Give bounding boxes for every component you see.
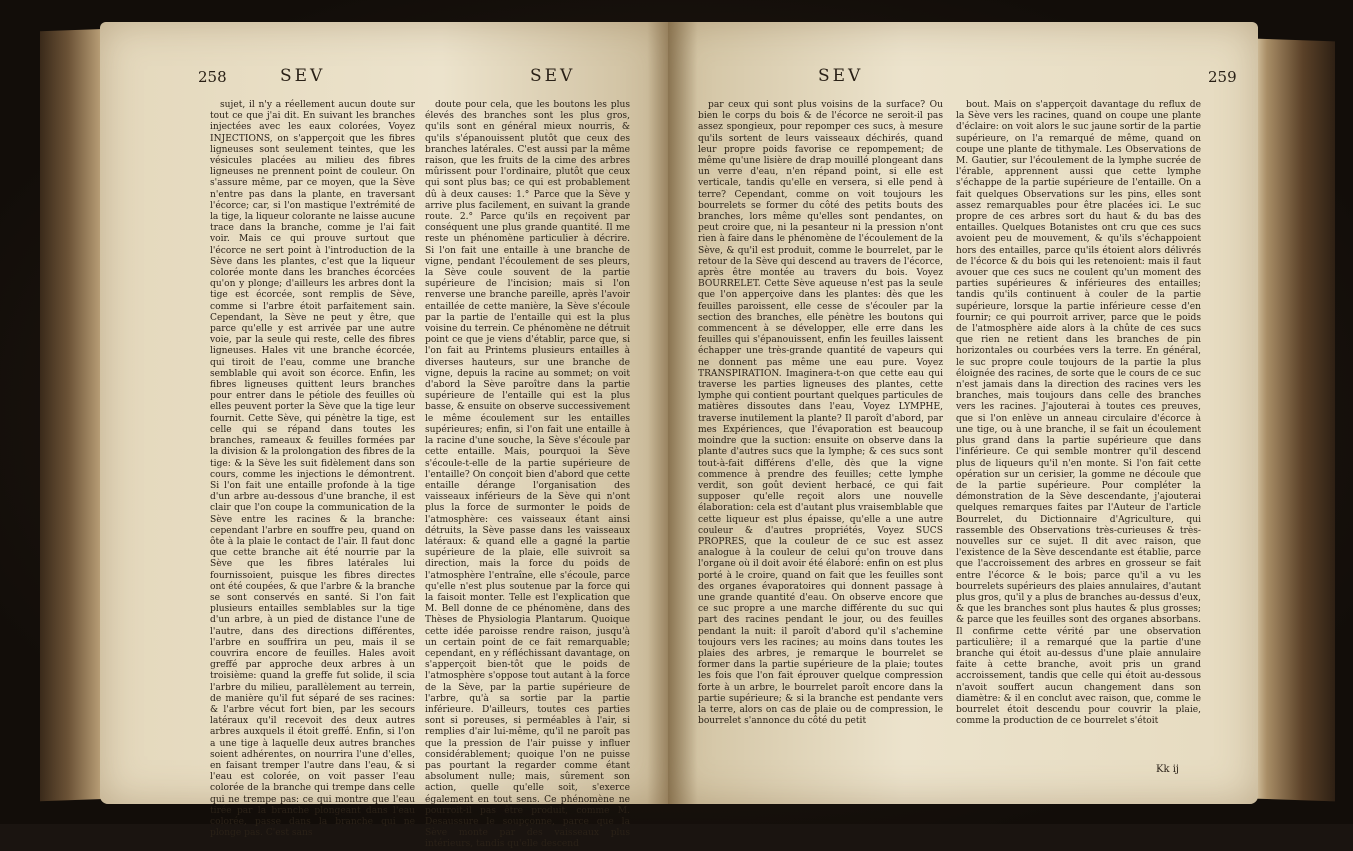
- text-column-left-2: [425, 100, 631, 850]
- right-page: [668, 22, 1258, 804]
- running-head-right: SEV: [818, 66, 864, 86]
- paragraph: sujet, il n'y a réellement aucun doute sur tout ce que j'ai dit. En suivant les branches injectées avec les eaux colorées, Voyez INJECTIONS, on s'apperçoit que les fibres ligneuses sont seulement teintes, que les vésicules placées au milieu des fibres ligneuses ne prennent point de couleur. On s'assure même, par ce moyen, que la Sève n'entre pas dans la plante, en traversant l'écorce; car, si l'on mastique l'extrémité de la tige, la liqueur colorante ne laisse aucune trace dans la branche, comme je l'ai fait voir. Mais ce qui prouve surtout que l'écorce ne sert point à l'introduction de la Sève dans les plantes, c'est que la liqueur colorée monte dans les branches écorcées qu'on y plonge; d'ailleurs les arbres dont la tige est écorcée, sont remplis de Sève, comme si l'arbre étoit parfaitement sain. Cependant, la Sève ne peut y être, que parce qu'elle y est arrivée par une autre voie, par la seule qui reste, celle des fibres ligneuses. Hales vit une branche écorcée, qui tiroit de l'eau, comme une branche semblable qui avoit son écorce. Enfin, les fibres ligneuses quittent leurs branches pour entrer dans le pétiole des feuilles où elles peuvent porter la Sève que la tige leur fournit. Cette Sève, qui pénètre la tige, est celle qui se répand dans toutes les branches, rameaux & feuilles formées par la division & la prolongation des fibres de la tige: & la Sève les suit fidèlement dans son cours, comme les injections le démontrent. Si l'on fait une entaille profonde à la tige d'un arbre au-dessous d'une branche, il est clair que l'on coupe la communication de la Sève entre les racines & la branche: cependant l'arbre en souffre peu, quand on ôte à la plaie le contact de l'air. Il faut donc que cette branche ait été nourrie par la Sève que les fibres latérales lui fournissoient, puisque les fibres directes ont été coupées, & que l'arbre & la branche se sont conservés en santé. Si l'on fait plusieurs entailles semblables sur la tige d'un arbre, à un pied de distance l'une de l'autre, dans des directions différentes, l'arbre en souffrira un peu, mais il se couvrira encore de feuilles. Hales avoit greffé par approche deux arbres à un troisième: quand la greffe fut solide, il scia l'arbre du milieu, parallèlement au terrein, de manière qu'il fut séparé de ses racines: & l'arbre vécut fort bien, par les secours latéraux qu'il recevoit des deux autres arbres auxquels il étoit greffé. Enfin, si l'on a une tige à laquelle deux autres branches soient adhérentes, on nourrira l'une d'elles, en faisant tremper l'autre dans l'eau, & si l'eau est colorée, on voit passer l'eau colorée de la branche qui trempe dans celle qui ne trempe pas: ce qui montre que l'eau tirée par la branche plongeant dans l'eau colorée, passe dans la branche qui ne plonge pas. C'est sans: [210, 100, 415, 839]
- paragraph: doute pour cela, que les boutons les plus élevés des branches sont les plus gros, qu'ils sont en général mieux nourris, & qu'ils s'épanouissent plutôt que ceux des branches latérales. C'est aussi par la même raison, que les fruits de la cime des arbres mûrissent pour l'ordinaire, plutôt que ceux qui sont plus bas; ce qui est probablement dû à deux causes: 1.° Parce que la Sève y arrive plus facilement, en suivant la grande route. 2.° Parce qu'ils en reçoivent par conséquent une plus grande quantité. Il me reste un phénomène particulier à décrire. Si l'on fait une entaille à une branche de vigne, pendant l'écoulement de ses pleurs, la Sève coule souvent de la partie supérieure de l'incision; mais si l'on renverse une branche pareille, après l'avoir entaillée de cette manière, la Sève s'écoule par la partie de l'entaille qui est la plus voisine du terrein. Ce phénomène ne détruit point ce que je viens d'établir, parce que, si l'on fait au Printems plusieurs entailles à diverses hauteurs, sur une branche de vigne, depuis la racine au sommet; on voit d'abord la Sève paroître dans la partie supérieure de l'entaille qui est la plus basse, & ensuite on observe successivement le même écoulement sur les entailles supérieures; enfin, si l'on fait une entaille à la racine d'une souche, la Sève s'écoule par cette entaille. Mais, pourquoi la Sève s'écoule-t-elle de la partie supérieure de l'entaille? On conçoit bien d'abord que cette entaille dérange l'organisation des vaisseaux inférieurs de la Sève qui n'ont plus la force de surmonter le poids de l'atmosphère: ces vaisseaux étant ainsi détruits, la Sève passe dans les vaisseaux latéraux: & quand elle a gagné la partie supérieure de la plaie, elle suivroit sa direction, mais la force du poids de l'atmosphère l'entraîne, elle s'écoule, parce qu'elle n'est plus soutenue par la force qui la faisoit monter. Telle est l'explication que M. Bell donne de ce phénomène, dans des Thèses de Physiologia Plantarum. Quoique cette idée paroisse rendre raison, jusqu'à un certain point de ce fait remarquable; cependant, en y réfléchissant davantage, on s'apperçoit bien-tôt que le poids de l'atmosphère s'oppose tout autant à la force de la Sève, par la partie supérieure de l'arbre, qu'à sa sortie par la partie inférieure. D'ailleurs, toutes ces parties sont si poreuses, si perméables à l'air, si remplies d'air lui-même, qu'il ne paroît pas que la pression de l'air puisse y influer considérablement; quoique l'on ne puisse pas pourtant la regarder comme étant absolument nulle; mais, sûrement son action, quelle qu'elle soit, s'exerce également en tout sens. Ce phénomène ne pourroit-il pas être produit, comme M. Desaussure le soupçonne, parce que la Sève monte par des vaisseaux plus intérieurs, tandis qu'elle descend: [425, 100, 631, 850]
- paragraph: bout. Mais on s'apperçoit davantage du reflux de la Sève vers les racines, quand on coupe une plante d'éclaire: on voit alors le suc jaune sortir de la partie supérieure, on l'a remarqué de même, quand on coupe une plante de tithymale. Les Observations de M. Gautier, sur l'écoulement de la lymphe sucrée de l'érable, apprennent aussi que cette lymphe s'échappe de la partie supérieure de l'entaille. On a fait quelques Observations sur les pins, elles sont assez remarquables pour être placées ici. Le suc propre de ces arbres sort du haut & du bas des entailles. Quelques Botanistes ont cru que ces sucs avoient peu de mouvement, & qu'ils s'échappoient hors des entailles, parce qu'ils étoient alors délivrés de l'écorce & du bois qui les retenoient: mais il faut avouer que ces sucs ne coulent qu'un moment des parties supérieures & inférieures des entailles; tandis qu'ils continuent à couler de la partie supérieure, lorsque la partie inférieure cesse d'en fournir; ce qui pourroit arriver, parce que le poids de l'atmosphère aide alors à la chûte de ces sucs que rien ne retient dans les branches de pin horizontales ou courbées vers la terre. En général, le suc propre coule toujours de la partie la plus éloignée des racines, de sorte que le cours de ce suc n'est jamais dans la direction des racines vers les branches, mais toujours dans celle des branches vers les racines. J'ajouterai à toutes ces preuves, que si l'on enlève un anneau circulaire d'écorce à une tige, ou à une branche, il se fait un écoulement plus grand dans la partie supérieure que dans l'inférieure. Ce qui semble montrer qu'il descend plus de liqueurs qu'il n'en monte. Si l'on fait cette opération sur un cerisier, la gomme ne découle que de la partie supérieure. Pour compléter la démonstration de la Sève descendante, j'ajouterai quelques remarques faites par l'Auteur de l'article Bourrelet, du Dictionnaire d'Agriculture, qui rassemble des Observations très-curieuses & très-nouvelles sur ce sujet. Il dit avec raison, que l'existence de la Sève descendante est établie, parce que l'accroissement des arbres en grosseur se fait entre l'écorce & le bois; parce qu'il a vu les bourrelets supérieurs des plaies annulaires, d'autant plus gros, qu'il y a plus de branches au-dessus d'eux, & que les branches sont plus hautes & plus grosses; & parce que les feuilles sont des organes absorbans. Il confirme cette vérité par une observation particulière; il a remarqué que la partie d'une branche qui étoit au-dessus d'une plaie annulaire faite à cette branche, avoit pris un grand accroissement, tandis que celle qui étoit au-dessous n'avoit souffert aucun changement dans son diamètre: & il en conclut avec raison, que, comme le bourrelet étoit descendu pour couvrir la plaie, comme la production de ce bourrelet s'étoit: [956, 100, 1201, 727]
- book-edge-right: [1255, 39, 1335, 802]
- page-number-right: 259: [1208, 68, 1237, 86]
- running-head-left-col1: SEV: [280, 66, 326, 86]
- signature-mark: Kk ij: [1156, 764, 1180, 775]
- running-head-left-col2: SEV: [530, 66, 576, 86]
- text-column-left-1: [210, 100, 415, 839]
- text-column-right-2: [956, 100, 1201, 760]
- paragraph: par ceux qui sont plus voisins de la surface? Ou bien le corps du bois & de l'écorce ne seroit-il pas assez spongieux, pour repomper ces sucs, à mesure qu'ils sortent de leurs vaisseaux déchirés, quand leur propre poids favorise ce repompement; de même qu'une lisière de drap mouillé plongeant dans un verre d'eau, n'en répand point, si elle est verticale, tandis qu'elle en versera, si elle pend à terre? Cependant, comme on voit toujours les bourrelets se former du côté des petits bouts des branches, lors même qu'elles sont pendantes, on peut croire que, ni la pesanteur ni la pression n'ont rien à faire dans le phénomène de l'écoulement de la Sève, & qu'il est produit, comme le bourrelet, par le retour de la Sève qui descend au travers de l'écorce, après être montée au travers du bois. Voyez BOURRELET. Cette Sève aqueuse n'est pas la seule que l'on apperçoive dans les plantes: dès que les feuilles paroissent, elle cesse de s'écouler par la section des branches, elle pénètre les boutons qui commencent à se développer, elle erre dans les feuilles qui s'épanouissent, enfin les feuilles laissent échapper une très-grande quantité de vapeurs qui ne donnent pas même une eau pure. Voyez TRANSPIRATION. Imaginera-t-on que cette eau qui traverse les parties ligneuses des plantes, cette lymphe qui contient pourtant quelques particules de matières dissoutes dans l'eau, Voyez LYMPHE, traverse inutilement la plante? Il paroît d'abord, par mes Expériences, que l'évaporation est beaucoup moindre que la suction: ensuite on observe dans la plante d'autres sucs que la lymphe; & ces sucs sont tout-à-fait différens d'elle, dès que la vigne commence à prendre des feuilles; cette lymphe verdit, son goût devient herbacé, ce qui fait supposer qu'elle reçoit alors une nouvelle élaboration: cela est d'autant plus vraisemblable que cette liqueur est plus épaisse, qu'elle a une autre couleur & d'autres propriétés, Voyez SUCS PROPRES, que la couleur de ce suc est assez analogue à la couleur de celui qu'on trouve dans l'organe où il doit avoir été élaboré: enfin on est plus porté à le croire, quand on fait que les feuilles sont des organes évaporatoires qui donnent passage à une grande quantité d'eau. On observe encore que ce suc propre a une marche différente du suc qui part des racines pendant le jour, ou des feuilles pendant la nuit: il paroît d'abord qu'il s'achemine toujours vers les racines; au moins dans toutes les plaies des arbres, je remarque le bourrelet se former dans la partie supérieure de la plaie; toutes les fois que l'on fait éprouver quelque compression forte à un arbre, le bourrelet paroît encore dans la partie supérieure; & si la branche est pendante vers la terre, alors on cas de plaie ou de compression, le bourrelet s'annonce du côté du petit: [698, 100, 943, 727]
- left-page: [100, 22, 670, 850]
- text-column-right-1: [698, 100, 943, 790]
- page-number-left: 258: [198, 68, 227, 86]
